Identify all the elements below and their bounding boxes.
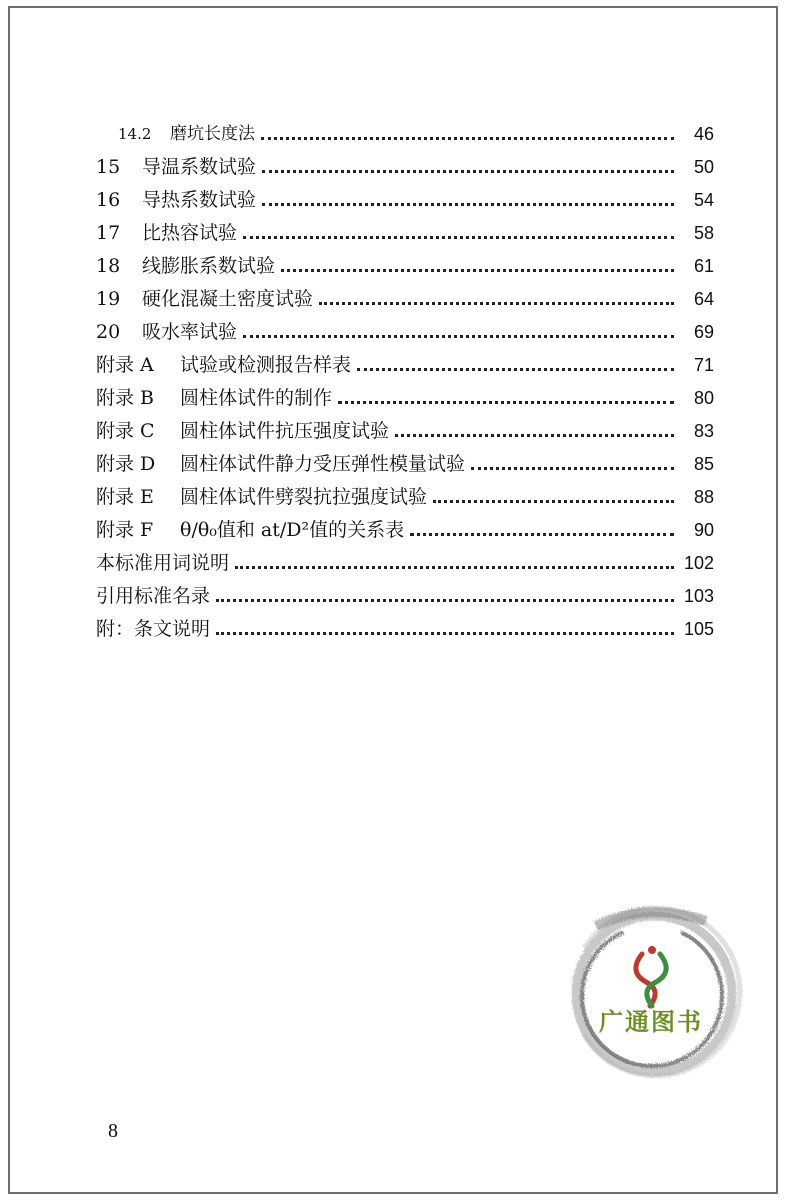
toc-entry-title: 导热系数试验 xyxy=(142,189,257,211)
toc-entry-number: 15 xyxy=(96,156,121,178)
toc-entry-number: 附录 A xyxy=(96,354,154,376)
toc-entry-number: 附录 E xyxy=(96,486,154,508)
toc-entry-title: 试验或检测报告样表 xyxy=(180,354,352,376)
toc-leader-dots xyxy=(395,434,674,437)
toc-entry-number: 附录 C xyxy=(96,420,155,442)
toc-entry-page: 54 xyxy=(693,190,714,210)
toc-entry[interactable] xyxy=(96,316,714,349)
toc-entry[interactable] xyxy=(96,613,714,646)
toc-entry-page: 85 xyxy=(693,454,714,474)
toc-entry-title: 吸水率试验 xyxy=(142,321,238,343)
toc-entry[interactable] xyxy=(96,514,714,547)
toc-leader-dots xyxy=(471,467,674,470)
toc-entry-title: 圆柱体试件的制作 xyxy=(180,387,333,409)
toc-leader-dots xyxy=(262,203,674,206)
toc-entry[interactable] xyxy=(96,382,714,415)
toc-entry[interactable] xyxy=(96,217,714,250)
toc-entry-page: 103 xyxy=(683,586,714,606)
toc-entry-page: 46 xyxy=(693,124,714,144)
toc-entry-number: 附录 F xyxy=(96,519,154,541)
toc-entry-page: 50 xyxy=(693,157,714,177)
toc-entry-title: 圆柱体试件劈裂抗拉强度试验 xyxy=(180,486,428,508)
toc-entry-number: 19 xyxy=(96,288,121,310)
toc-entry-title: 导温系数试验 xyxy=(142,156,257,178)
toc-entry-title: θ/θ₀值和 at/D²值的关系表 xyxy=(180,519,405,541)
toc-entry[interactable] xyxy=(96,580,714,613)
toc-entry[interactable] xyxy=(96,250,714,283)
toc-entry-page: 58 xyxy=(693,223,714,243)
toc-entry[interactable] xyxy=(96,151,714,184)
toc-entry-page: 90 xyxy=(693,520,714,540)
table-of-contents xyxy=(96,118,714,646)
toc-leader-dots xyxy=(262,170,674,173)
toc-entry[interactable] xyxy=(96,481,714,514)
toc-entry-title: 附：条文说明 xyxy=(96,618,211,640)
toc-leader-dots xyxy=(243,236,674,239)
toc-leader-dots xyxy=(281,269,674,272)
toc-entry-number: 16 xyxy=(96,189,121,211)
toc-leader-dots xyxy=(216,632,674,635)
toc-entry[interactable] xyxy=(96,415,714,448)
toc-entry-page: 102 xyxy=(683,553,714,573)
toc-leader-dots xyxy=(261,137,674,140)
toc-entry-page: 71 xyxy=(693,355,714,375)
toc-entry-title: 引用标准名录 xyxy=(96,585,211,607)
toc-entry-number: 附录 B xyxy=(96,387,155,409)
toc-leader-dots xyxy=(338,401,674,404)
toc-entry-title: 线膨胀系数试验 xyxy=(142,255,276,277)
logo-emblem xyxy=(636,946,666,1006)
toc-entry-number: 附录 D xyxy=(96,453,156,475)
toc-entry[interactable] xyxy=(96,184,714,217)
toc-entry-number: 18 xyxy=(96,255,121,277)
toc-leader-dots xyxy=(216,599,674,602)
toc-entry-page: 83 xyxy=(693,421,714,441)
toc-leader-dots xyxy=(357,368,674,371)
toc-entry[interactable] xyxy=(96,448,714,481)
toc-leader-dots xyxy=(319,302,674,305)
toc-entry-number: 17 xyxy=(96,222,121,244)
toc-entry-title: 圆柱体试件抗压强度试验 xyxy=(180,420,390,442)
toc-leader-dots xyxy=(410,533,674,536)
toc-leader-dots xyxy=(235,566,674,569)
toc-entry[interactable] xyxy=(96,349,714,382)
toc-entry-page: 61 xyxy=(693,256,714,276)
publisher-seal-icon xyxy=(556,896,746,1086)
toc-entry-title: 圆柱体试件静力受压弹性模量试验 xyxy=(180,453,466,475)
page-number: 8 xyxy=(108,1120,118,1142)
toc-entry[interactable] xyxy=(96,283,714,316)
toc-entry-page: 88 xyxy=(693,487,714,507)
toc-entry-title: 硬化混凝土密度试验 xyxy=(142,288,314,310)
logo-text: 广通图书 xyxy=(599,1007,703,1036)
toc-leader-dots xyxy=(433,500,674,503)
toc-entry-title: 本标准用词说明 xyxy=(96,552,230,574)
toc-entry-number: 14.2 xyxy=(118,125,152,143)
toc-entry[interactable] xyxy=(96,547,714,580)
toc-leader-dots xyxy=(243,335,674,338)
toc-entry-page: 64 xyxy=(693,289,714,309)
toc-entry-page: 105 xyxy=(683,619,714,639)
toc-entry-title: 比热容试验 xyxy=(142,222,238,244)
toc-entry[interactable] xyxy=(96,118,714,151)
toc-entry-title: 磨坑长度法 xyxy=(170,124,255,144)
toc-entry-page: 80 xyxy=(693,388,714,408)
toc-entry-number: 20 xyxy=(96,321,121,343)
toc-entry-page: 69 xyxy=(693,322,714,342)
